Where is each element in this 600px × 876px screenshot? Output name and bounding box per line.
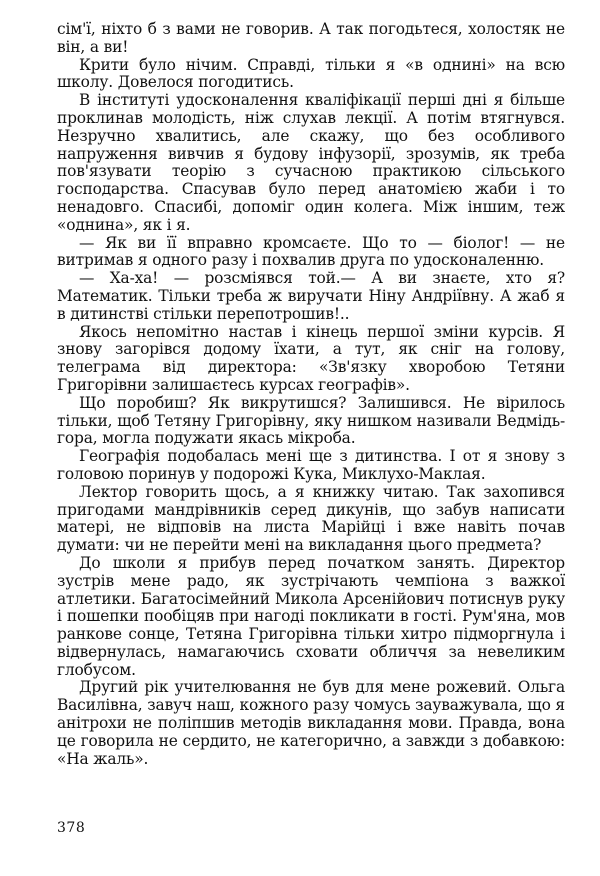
paragraph: Крити було нічим. Справді, тільки я «в однині» на всю школу. Довелося погодитись. (57, 55, 565, 92)
paragraph: Якось непомітно настав і кінець першої зміни курсів. Я знову загорівся додому їхати, а тут, як сніг на голову, телеграма від директора: «Зв'язку хворобою Тетяни Григорівни залишаєтесь курсах географів». (57, 322, 565, 394)
paragraph: Другий рік учителювання не був для мене рожевий. Ольга Василівна, завуч наш, кожного разу чомусь зауважувала, що я анітрохи не поліпшив методів викладання мови. Правда, вона це говорила не сердито, не категорично, а завжди з добавкою: «На жаль». (57, 678, 565, 768)
paragraph: Географія подобалась мені ще з дитинства. І от я знову з головою поринув у подорожі Кука, Миклухо-Маклая. (57, 447, 565, 483)
paragraph: сім'ї, ніхто б з вами не говорив. А так погодьтеся, холостяк не він, а ви! (57, 20, 565, 56)
paragraph: — Як ви її вправно кромсаєте. Що то — біолог! — не витримав я одного разу і похвалив друга по удосконаленню. (57, 233, 565, 270)
paragraph: До школи я прибув перед початком занять. Директор зустрів мене радо, як зустрічають чемпіона з важкої атлетики. Багатосімейний Микола Арсенійович потиснув руку і пошепки пообіцяв при нагоді покликати в гості. Рум'яна, мов ранкове сонце, Тетяна Григорівна тільки хитро підморгнула і відвернулась, намагаючись сховати обличчя за невеликим глобусом. (57, 553, 565, 679)
paragraph: — Ха-ха! — розсміявся той.— А ви знаєте, хто я? Математик. Тільки треба ж виручати Ніну Андріївну. А жаб я в дитинстві стільки перепотрошив!.. (57, 269, 565, 323)
paragraph: В інституті удосконалення кваліфікації перші дні я більше проклинав молодість, ніж слухав лекції. А потім втягнувся. Незручно хвалитись, але скажу, що без особливого напруження вивчив я будову інфузорії, зрозумів, як треба пов'язувати теорію з сучасною практикою сільського господарства. Спасував було перед анатомією жаби і то ненадовго. Спасибі, допоміг один колега. Між іншим, теж «однина», як і я. (57, 91, 565, 234)
paragraph: Що поробиш? Як викрутишся? Залишився. Не вірилось тільки, щоб Тетяну Григорівну, яку нишком називали Ведмідь-гора, могла подужати якась мікроба. (57, 393, 565, 448)
page-number: 378 (57, 820, 86, 836)
page-text (57, 21, 565, 768)
paragraph: Лектор говорить щось, а я книжку читаю. Так захопився пригодами мандрівників серед дикунів, що забув написати матері, не відповів на листа Марійці і вже навіть почав думати: чи не перейти мені на викладання цього предмета? (57, 482, 565, 555)
